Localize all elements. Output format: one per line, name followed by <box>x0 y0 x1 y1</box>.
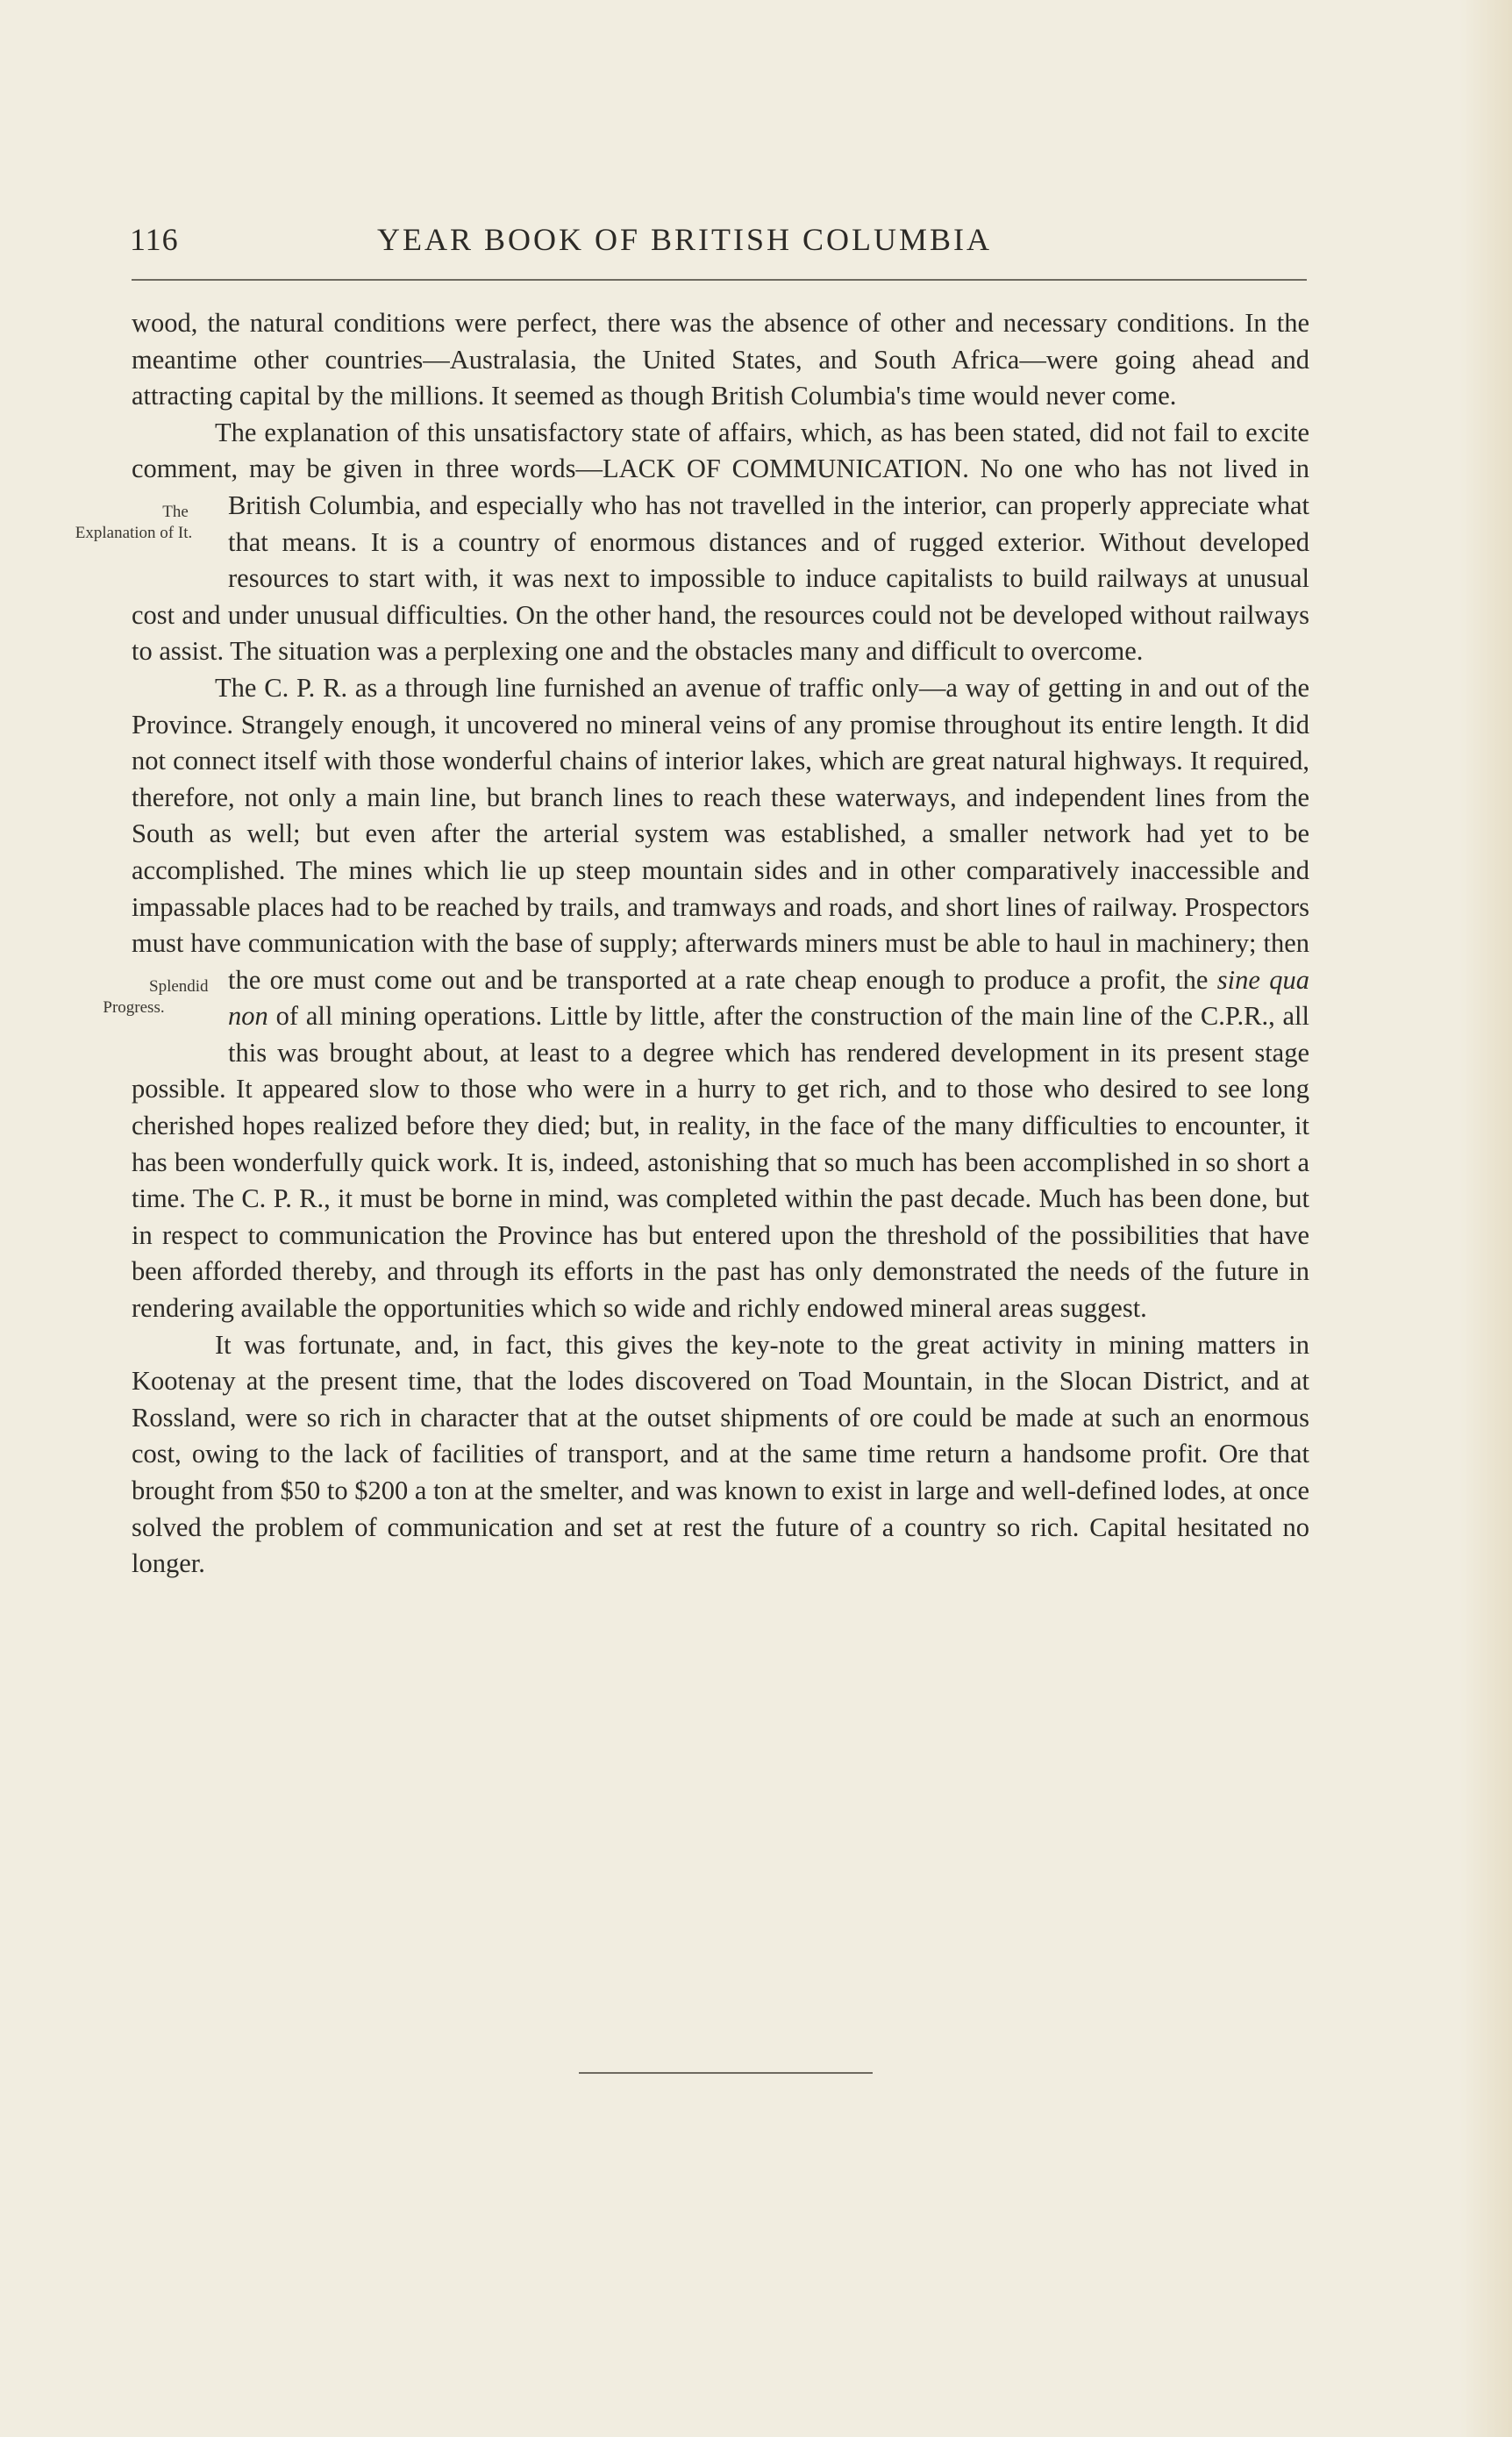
sidenote-progress-box <box>0 962 228 1071</box>
latin-phrase: sine qua non <box>228 964 1310 1032</box>
paragraph-4: It was fortunate, and, in fact, this gives the key-note to the great activity in mining matters in Kootenay at the present time, that the lodes discovered on Toad Mountain, in the Slocan District, and at Rossland, were so rich in character that at the outset shipments of ore could be made at such an enormous cost, owing to the lack of facilities of transport, and at the same time return a handsome profit. Ore that brought from $50 to $200 a ton at the smelter, and was known to exist in large and well-defined lodes, at once solved the problem of communication and set at rest the future of a country so rich. Capital hesitated no longer. <box>132 1329 1309 1579</box>
sidenote-explanation: The Explanation of It. <box>75 502 193 542</box>
body-text <box>75 305 1310 1583</box>
header-rule <box>132 279 1307 281</box>
paragraph-2-part-2: that means. It is a country of enormous distances and of rugged exterior. Without developed resources to start with, it was next to impossible to induce capitalists to build railways at unusual cost and under unusual difficulties. On the other hand, the resources could not be developed without railways to assist. The situation was a perplexing one and the obstacles many and difficult to overcome. <box>132 526 1309 667</box>
paragraph-3 <box>103 670 1310 1327</box>
end-rule <box>579 2072 873 2074</box>
sidenote-explanation-box <box>0 488 228 597</box>
running-head: YEAR BOOK OF BRITISH COLUMBIA <box>377 222 993 257</box>
paragraph-3-part-2b: of all mining operations. Little by little, after the construction of the main line of the C.P.R., all this was brought about, at least to a degree which has rendered development in its present stage possible. It appeared slow to those who were in a hurry to get rich, and to those who desired to see long cherished hopes realized before they died; but, in reality, in the face of the many difficulties to encounter, it has been wonderfully quick work. It is, indeed, astonishing that so much has been accomplished in so short a time. The C. P. R., it must be borne in mind, was completed within the past decade. Much has been done, but in respect to communication the Province has but entered upon the threshold of the possibilities that have been afforded thereby, and through its efforts in the past has only demonstrated the needs of the future in rendering available the opportunities which so wide and richly endowed mineral areas suggest. <box>132 1001 1310 1324</box>
paragraph-2 <box>75 415 1309 670</box>
page-number: 116 <box>130 222 179 257</box>
paragraph-1: wood, the natural conditions were perfect, there was the absence of other and necessary conditions. In the meantime other countries—Australasia, the United States, and South Africa—were going ahead and attracting capital by the millions. It seemed as though British Columbia's time would never come. <box>132 308 1309 411</box>
page-edge-shadow <box>1459 0 1512 2437</box>
paragraph-3-part-2a: produce a profit, the <box>983 964 1209 995</box>
paragraph-3-part-1: The C. P. R. as a through line furnished an avenue of traffic only—a way of getting in and out of the Province. Strangely enough, it uncovered no mineral veins of any promise throughout its entire length. It did not connect itself with those wonderful chains of interior lakes, which are great natural highways. It required, therefore, not only a main line, but branch lines to reach these waterways, and independent lines from the South as well; but even after the arterial system was established, a smaller network had yet to be accomplished. The mines which lie up steep mountain sides and in other comparatively inaccessible and impassable places had to be reached by trails, and tramways and roads, and short lines of railway. Prospectors must have communication with the base of supply; afterwards miners must be able to haul in machinery; then the ore must come out and be transported at a rate cheap enough to <box>132 672 1309 995</box>
sidenote-progress: Splendid Progress. <box>103 976 209 1017</box>
page-header <box>130 221 1314 274</box>
paragraph-2-part-1: The explanation of this unsatisfactory state of affairs, which, as has been stated, did not fail to excite comment, may be given in three words—LACK OF COMMUNICATION. No one who has not lived in British Columbia, and especially who has not travelled in the interior, can properly appreciate what <box>132 417 1309 520</box>
